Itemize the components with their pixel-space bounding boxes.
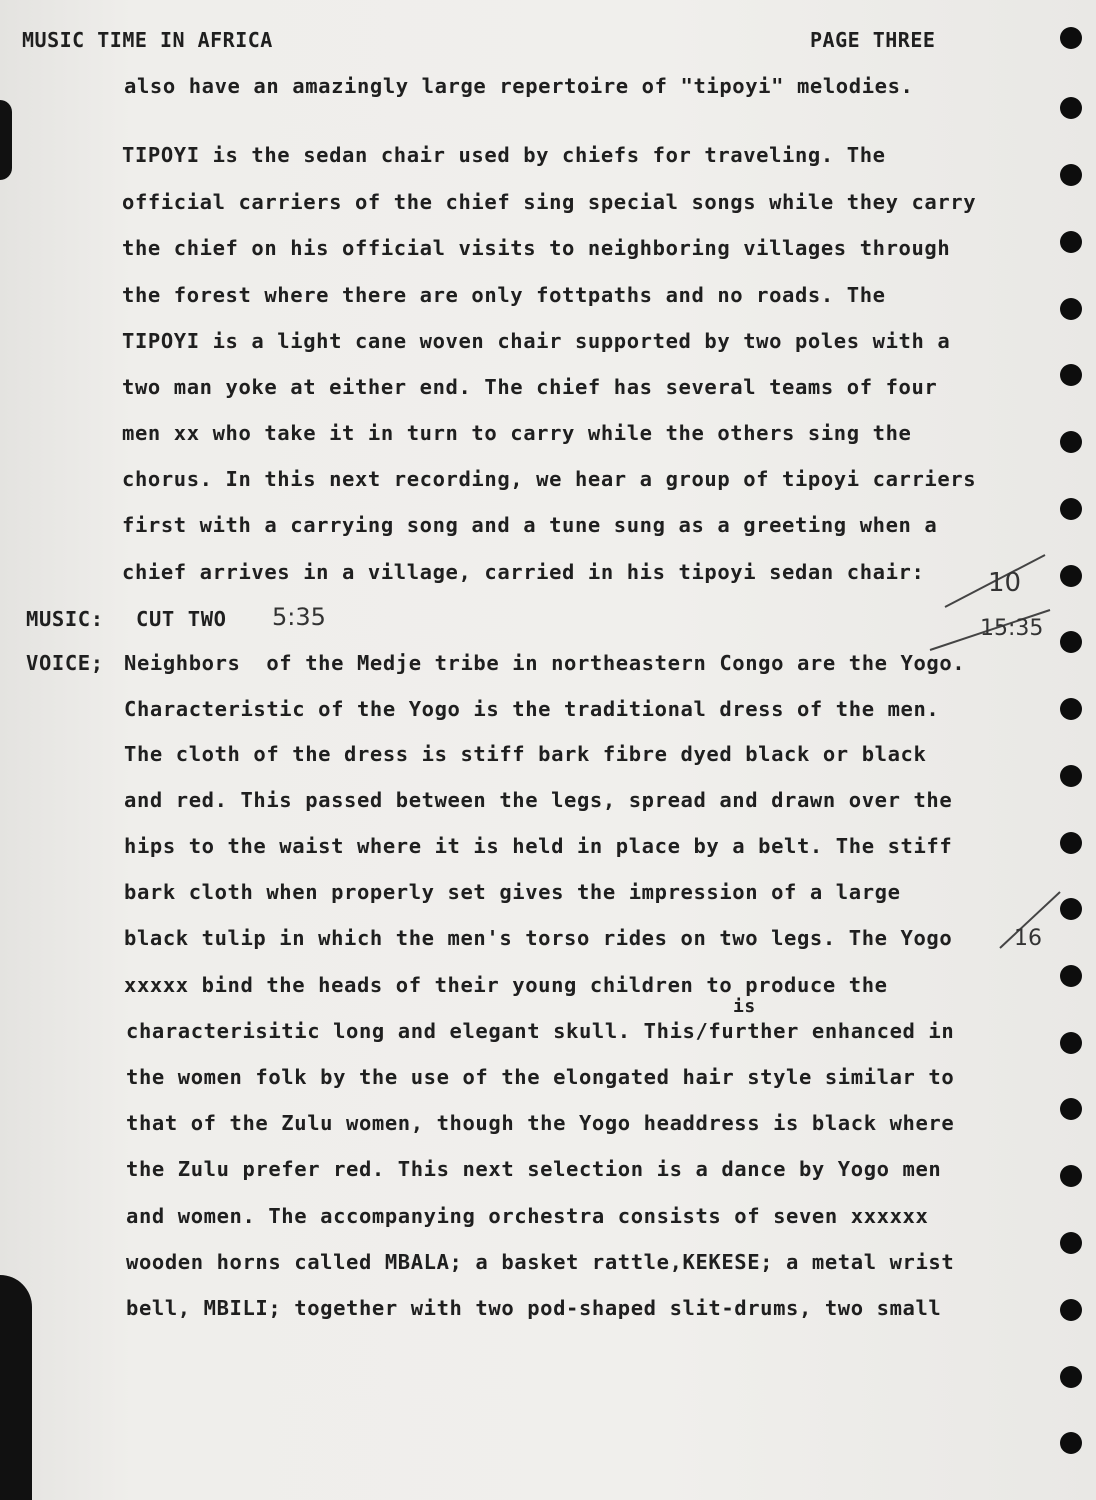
music-cue-label: MUSIC: <box>26 607 104 631</box>
punch-hole <box>1060 164 1082 186</box>
voice-line: The cloth of the dress is stiff bark fibre dyed black or black <box>124 742 927 766</box>
body-line: first with a carrying song and a tune sung as a greeting when a <box>122 513 938 537</box>
punch-hole <box>1060 364 1082 386</box>
punch-hole <box>1060 765 1082 787</box>
handwritten-mark-2: 15:35 <box>980 616 1044 641</box>
punch-hole <box>1060 231 1082 253</box>
punch-hole <box>1060 1032 1082 1054</box>
voice-line: Characteristic of the Yogo is the traditional dress of the men. <box>124 697 940 721</box>
body-line: TIPOYI is the sedan chair used by chiefs for traveling. The <box>122 143 886 167</box>
voice-line: bark cloth when properly set gives the impression of a large <box>124 880 901 904</box>
punch-hole <box>1060 565 1082 587</box>
body-line: men xx who take it in turn to carry while the others sing the <box>122 421 912 445</box>
voice-line: and women. The accompanying orchestra consists of seven xxxxxx <box>126 1204 929 1228</box>
body-line: two man yoke at either end. The chief has several teams of four <box>122 375 938 399</box>
body-line: the forest where there are only fottpaths and no roads. The <box>122 283 886 307</box>
punch-hole <box>1060 1299 1082 1321</box>
handwritten-mark-3: 16 <box>1014 926 1042 951</box>
punch-holes <box>1060 20 1084 1500</box>
voice-line: xxxxx bind the heads of their young children to produce the <box>124 973 888 997</box>
body-line: the chief on his official visits to neighboring villages through <box>122 236 951 260</box>
punch-hole <box>1060 498 1082 520</box>
body-line: TIPOYI is a light cane woven chair supported by two poles with a <box>122 329 951 353</box>
punch-hole <box>1060 698 1082 720</box>
voice-line: bell, MBILI; together with two pod-shaped slit-drums, two small <box>126 1296 942 1320</box>
music-cue-text: CUT TWO <box>136 607 227 631</box>
punch-hole <box>1060 1432 1082 1454</box>
voice-label: VOICE; <box>26 651 104 675</box>
body-line: chief arrives in a village, carried in his tipoyi sedan chair: <box>122 560 925 584</box>
header-title: MUSIC TIME IN AFRICA <box>22 28 273 52</box>
voice-line: Neighbors of the Medje tribe in northeastern Congo are the Yogo. <box>124 651 966 675</box>
voice-line: the women folk by the use of the elongated hair style similar to <box>126 1065 955 1089</box>
punch-hole <box>1060 1232 1082 1254</box>
body-line: also have an amazingly large repertoire of "tipoyi" melodies. <box>124 74 914 98</box>
voice-line: wooden horns called MBALA; a basket rattle,KEKESE; a metal wrist <box>126 1250 955 1274</box>
voice-line: and red. This passed between the legs, spread and drawn over the <box>124 788 953 812</box>
handwritten-mark-1: 10 <box>988 568 1022 598</box>
punch-hole <box>1060 431 1082 453</box>
punch-hole <box>1060 631 1082 653</box>
typed-insertion: is <box>733 996 756 1017</box>
voice-line: hips to the waist where it is held in place by a belt. The stiff <box>124 834 953 858</box>
punch-hole <box>1060 1366 1082 1388</box>
voice-line: that of the Zulu women, though the Yogo headdress is black where <box>126 1111 955 1135</box>
voice-line: black tulip in which the men's torso rides on two legs. The Yogo <box>124 926 953 950</box>
voice-line: the Zulu prefer red. This next selection is a dance by Yogo men <box>126 1157 942 1181</box>
punch-hole <box>1060 965 1082 987</box>
punch-hole <box>1060 298 1082 320</box>
voice-line: characterisitic long and elegant skull. This/further enhanced in <box>126 1019 955 1043</box>
punch-hole <box>1060 97 1082 119</box>
music-cue-time: 5:35 <box>272 603 326 631</box>
punch-hole <box>1060 1165 1082 1187</box>
punch-hole <box>1060 898 1082 920</box>
page-number: PAGE THREE <box>810 28 936 52</box>
punch-hole <box>1060 27 1082 49</box>
body-line: official carriers of the chief sing special songs while they carry <box>122 190 977 214</box>
punch-hole <box>1060 1098 1082 1120</box>
punch-hole <box>1060 832 1082 854</box>
body-line: chorus. In this next recording, we hear a group of tipoyi carriers <box>122 467 977 491</box>
